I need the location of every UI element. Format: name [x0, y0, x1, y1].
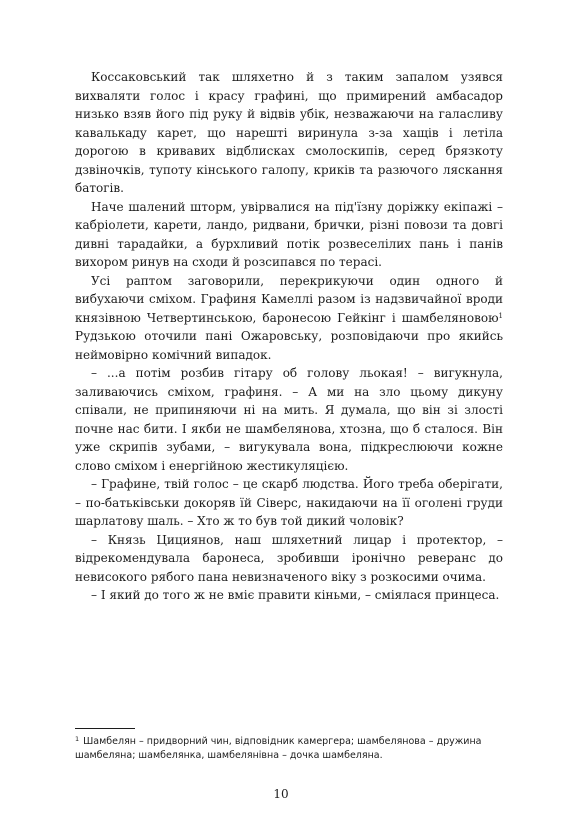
footnote-reference: 1 [498, 311, 503, 320]
paragraph-4: – ...а потім розбив гітару об голову льокая! – вигукнула, заливаючись сміхом, графиня. – А ми на зло цьому дикуну співали, не припиняючи ні на мить. Я думала, що він зі злості почне нас бити. І якби не шамбелянова, хтозна, що б сталося. Він уже скрипів зубами, – вигукувала вона, підкреслюючи кожне слово сміхом і енергійною жестикуляцією. [75, 366, 503, 473]
footnote-text: Шамбелян – придворний чин, відповідник камергера; шамбелянова – дружина шамбеляна; шамбелянка, шамбелянівна – дочка шамбеляна. [75, 736, 482, 761]
paragraph-2: Наче шалений шторм, увірвалися на під'їзну доріжку екіпажі – кабріолети, карети, ландо, ридвани, брички, різні повози та довгі дивні тарадайки, а бурхливий потік розвеселілих пань і панів вихором ринув на сходи й розсипався по терасі. [75, 199, 503, 269]
footnote-marker: 1 [75, 735, 80, 743]
footnote-separator [75, 728, 135, 729]
paragraph-3-part-1: Усі раптом заговорили, перекрикуючи один одного й вибухаючи сміхом. Графиня Камеллі разом із надзвичайної вроди князівною Четвертинською, баронесою Гейкінг і шамбеляновою [75, 273, 503, 325]
main-text [75, 68, 503, 605]
paragraph-5: – Графине, твій голос – це скарб людства. Його треба оберігати, – по-батьківськи докоряв їй Сіверс, накидаючи на її оголені груди шарлатову шаль. – Хто ж то був той дикий чоловік? [75, 477, 503, 528]
paragraph-6: – Князь Цициянов, наш шляхетний лицар і протектор, – відрекомендувала баронеса, зробивши іронічно реверанс до невисокого рябого пана невизначеного віку з розкосими очима. [75, 532, 503, 584]
paragraph-3-part-2: Рудзькою оточили пані Ожаровську, розповідаючи про якийсь неймовірно комічний випадок. [75, 329, 503, 362]
paragraph-1: Коссаковський так шляхетно й з таким запалом узявся вихваляти голос і красу графині, що примирений амбасадор низько взяв його під руку й відвів убік, незважаючи на галасливу кавалькаду карет, що нарешті виринула з-за хащів і летіла дорогою в кривавих відблисках смолоскипів, серед брязкоту дзвіночків, тупоту кінського галопу, криків та разючого ляскання батогів. [75, 70, 503, 195]
paragraph-7: – І який до того ж не вміє правити кіньми, – сміялася принцеса. [91, 588, 500, 602]
footnote [75, 735, 503, 763]
page-number: 10 [273, 787, 289, 801]
paragraph-3 [75, 272, 503, 365]
